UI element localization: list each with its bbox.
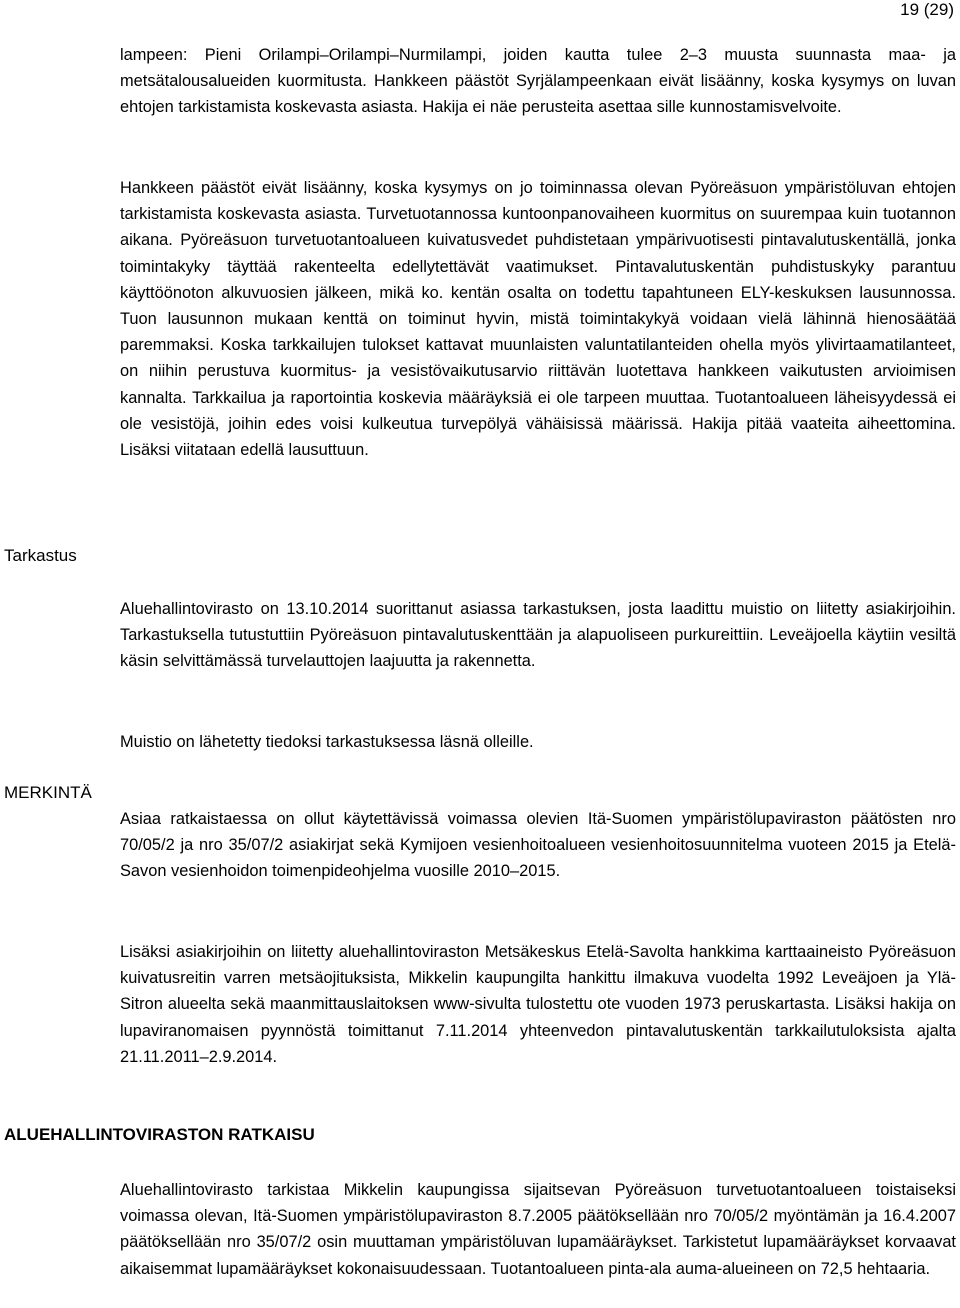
paragraph-emissions-response: Hankkeen päästöt eivät lisäänny, koska kysymys on jo toiminnassa olevan Pyöreäsuon ympäristöluvan ehtojen tarkistamista koskevasta asiasta. Turvetuotannossa kuntoonpanovaiheen kuormitus on suurempaa kuin tuotannon aikana. Pyöreäsuon turvetuotantoalueen kuivatusvedet puhdistetaan ympärivuotisesti pintavalutuskentällä, jonka toimintakyky täyttää rakenteelta edellytettävät vaatimukset. Pintavalutuskentän puhdistuskyky parantuu käyttöönoton alkuvuosien jälkeen, mikä ko. kentän osalta on todettu tapahtuneen ELY-keskuksen lausunnossa. Tuon lausunnon mukaan kenttä on toiminut hyvin, mistä toimintakykyä voidaan vielä lähinnä hienosäätää paremmaksi. Koska tarkkailujen tulokset kattavat muunlaisten valuntatilanteiden ohella myös ylivirtaamatilanteet, on niihin perustuva kuormitus- ja vesistövaikutusarvio riittävän luotettava hankkeen vaikutusten arvioimisen kannalta. Tarkkailua ja raportointia koskevia määräyksiä ei ole tarpeen muuttaa. Tuotantoalueen läheisyydessä ei ole vesistöjä, joihin edes voisi kulkeutua turvepölyä vähäisissä määrissä. Hakija pitää vaateita aiheettomina. Lisäksi viitataan edellä lausuttuun. [120, 179, 956, 460]
paragraph-inspection: Aluehallintovirasto on 13.10.2014 suorittanut asiassa tarkastuksen, josta laadittu muistio on liitetty asiakirjoihin. Tarkastuksella tutustuttiin Pyöreäsuon pintavalutuskenttään ja alapuoliseen purkureittiin. Leveäjoella käytiin vesiltä käsin selvittämässä turvelauttojen laajuutta ja rakennetta. [120, 600, 956, 671]
paragraph-attached-materials: Lisäksi asiakirjoihin on liitetty aluehallintoviraston Metsäkeskus Etelä-Savolta hankkima karttaaineisto Pyöreäsuon kuivatusreitin varren metsäojituksista, Mikkelin kaupungilta hankittu ilmakuva vuodelta 1992 Leveäjoen ja Ylä-Sitron alueelta sekä maanmittauslaitoksen www-sivulta tulostettu ote vuoden 1973 peruskartasta. Lisäksi hakija on lupaviranomaisen pyynnöstä toimittanut 7.11.2014 yhteenvedon pintavalutuskentän tarkkailutuloksista ajalta 21.11.2011–2.9.2014. [120, 943, 956, 1066]
heading-merkinta: MERKINTÄ [4, 783, 92, 802]
heading-ratkaisu: ALUEHALLINTOVIRASTON RATKAISU [4, 1125, 315, 1144]
paragraph-memo-sent: Muistio on lähetetty tiedoksi tarkastuksessa läsnä olleille. [120, 733, 534, 751]
page-number: 19 (29) [900, 0, 954, 19]
heading-tarkastus: Tarkastus [4, 546, 77, 565]
paragraph-applicant-response-lakes: lampeen: Pieni Orilampi–Orilampi–Nurmilampi, joiden kautta tulee 2–3 muusta suunnasta maa- ja metsätalousalueiden kuormitusta. Hankkeen päästöt Syrjälampeenkaan eivät lisäänny, koska kysymys on luvan ehtojen tarkistamista koskevasta asiasta. Hakija ei näe perusteita asettaa sille kunnostamisvelvoite. [120, 46, 956, 117]
paragraph-decision: Aluehallintovirasto tarkistaa Mikkelin kaupungissa sijaitsevan Pyöreäsuon turvetuotantoalueen toistaiseksi voimassa olevan, Itä-Suomen ympäristölupaviraston 8.7.2005 päätöksellään nro 70/05/2 myöntämän ja 16.4.2007 päätöksellään nro 35/07/2 osin muuttaman ympäristöluvan lupamääräykset. Tarkistetut lupamääräykset korvaavat aikaisemmat lupamääräykset kokonaisuudessaan. Tuotantoalueen pinta-ala auma-alueineen on 72,5 hehtaaria. [120, 1181, 956, 1278]
paragraph-documents-available: Asiaa ratkaistaessa on ollut käytettävissä voimassa olevien Itä-Suomen ympäristölupaviraston päätösten nro 70/05/2 ja nro 35/07/2 asiakirjat sekä Kymijoen vesienhoitoalueen vesienhoitosuunnitelma vuoteen 2015 ja Etelä-Savon vesienhoidon toimenpideohjelma vuosille 2010–2015. [120, 810, 956, 881]
